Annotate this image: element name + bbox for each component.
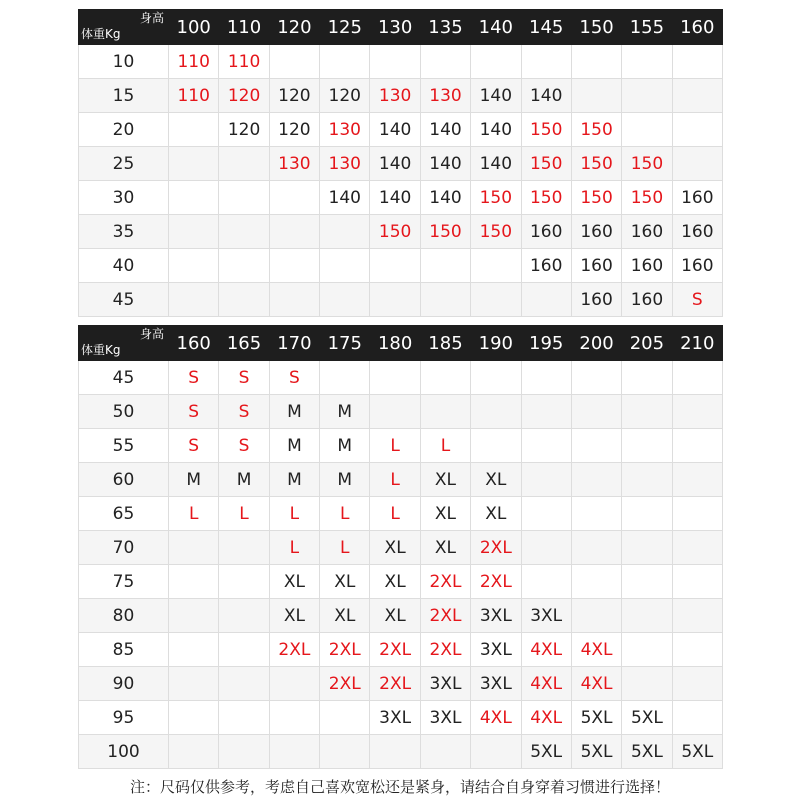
size-cell bbox=[672, 147, 722, 181]
size-cell bbox=[219, 147, 269, 181]
height-column-header: 160 bbox=[169, 326, 219, 361]
size-cell bbox=[370, 283, 420, 317]
size-cell: XL bbox=[370, 531, 420, 565]
size-cell: S bbox=[672, 283, 722, 317]
size-cell bbox=[219, 633, 269, 667]
size-cell: 2XL bbox=[471, 531, 521, 565]
size-table-2 bbox=[78, 325, 723, 769]
size-cell: XL bbox=[320, 565, 370, 599]
size-cell: 2XL bbox=[370, 667, 420, 701]
size-cell: 160 bbox=[622, 283, 672, 317]
size-cell bbox=[471, 395, 521, 429]
size-cell bbox=[169, 667, 219, 701]
size-cell bbox=[420, 735, 470, 769]
size-cell: S bbox=[269, 361, 319, 395]
size-cell bbox=[571, 599, 621, 633]
size-cell: 140 bbox=[370, 113, 420, 147]
size-cell bbox=[420, 283, 470, 317]
size-cell bbox=[269, 667, 319, 701]
size-cell bbox=[571, 565, 621, 599]
size-cell: 110 bbox=[219, 45, 269, 79]
size-cell bbox=[471, 249, 521, 283]
weight-cell: 10 bbox=[79, 45, 169, 79]
size-cell: 130 bbox=[269, 147, 319, 181]
size-cell bbox=[622, 361, 672, 395]
weight-cell: 60 bbox=[79, 463, 169, 497]
size-cell: L bbox=[320, 531, 370, 565]
size-cell: 130 bbox=[320, 113, 370, 147]
height-column-header: 135 bbox=[420, 10, 470, 45]
size-cell bbox=[622, 497, 672, 531]
size-cell: 2XL bbox=[420, 599, 470, 633]
size-cell: 140 bbox=[471, 147, 521, 181]
size-cell: 3XL bbox=[521, 599, 571, 633]
size-cell: 150 bbox=[622, 147, 672, 181]
size-cell bbox=[320, 215, 370, 249]
size-cell bbox=[420, 395, 470, 429]
size-cell bbox=[169, 701, 219, 735]
size-cell: L bbox=[320, 497, 370, 531]
size-cell bbox=[672, 429, 722, 463]
size-cell: 5XL bbox=[622, 735, 672, 769]
size-cell bbox=[320, 249, 370, 283]
size-cell: 5XL bbox=[571, 701, 621, 735]
size-cell bbox=[320, 361, 370, 395]
size-cell bbox=[169, 113, 219, 147]
weight-cell: 25 bbox=[79, 147, 169, 181]
size-cell bbox=[219, 735, 269, 769]
size-cell: L bbox=[370, 429, 420, 463]
size-cell bbox=[521, 497, 571, 531]
size-cell bbox=[521, 361, 571, 395]
size-cell: 150 bbox=[571, 113, 621, 147]
height-column-header: 140 bbox=[471, 10, 521, 45]
size-cell: M bbox=[320, 395, 370, 429]
size-cell bbox=[521, 429, 571, 463]
table-row bbox=[79, 735, 723, 769]
size-cell bbox=[672, 497, 722, 531]
weight-axis-label: 体重Kg bbox=[81, 343, 121, 357]
size-cell bbox=[571, 79, 621, 113]
size-cell: 160 bbox=[622, 249, 672, 283]
size-cell: 3XL bbox=[370, 701, 420, 735]
size-cell: XL bbox=[471, 463, 521, 497]
size-cell: L bbox=[269, 497, 319, 531]
height-header-row bbox=[79, 326, 723, 361]
size-cell: L bbox=[269, 531, 319, 565]
weight-cell: 80 bbox=[79, 599, 169, 633]
size-cell bbox=[219, 667, 269, 701]
size-cell bbox=[320, 45, 370, 79]
size-cell: 160 bbox=[622, 215, 672, 249]
table-row bbox=[79, 463, 723, 497]
size-cell: 5XL bbox=[672, 735, 722, 769]
size-cell: XL bbox=[471, 497, 521, 531]
table-row bbox=[79, 113, 723, 147]
height-column-header: 210 bbox=[672, 326, 722, 361]
height-column-header: 190 bbox=[471, 326, 521, 361]
size-cell: M bbox=[219, 463, 269, 497]
size-cell bbox=[370, 361, 420, 395]
size-cell bbox=[370, 735, 420, 769]
size-cell bbox=[219, 215, 269, 249]
size-cell: XL bbox=[420, 497, 470, 531]
size-cell: L bbox=[219, 497, 269, 531]
table-row bbox=[79, 429, 723, 463]
size-cell bbox=[269, 249, 319, 283]
size-cell bbox=[169, 599, 219, 633]
size-cell bbox=[169, 565, 219, 599]
table-row bbox=[79, 361, 723, 395]
size-cell: XL bbox=[420, 463, 470, 497]
size-cell: 150 bbox=[521, 113, 571, 147]
table-row bbox=[79, 633, 723, 667]
height-column-header: 130 bbox=[370, 10, 420, 45]
size-cell bbox=[672, 395, 722, 429]
corner-header bbox=[79, 10, 169, 45]
size-cell bbox=[672, 701, 722, 735]
size-cell: 140 bbox=[420, 181, 470, 215]
height-column-header: 170 bbox=[269, 326, 319, 361]
size-cell: 140 bbox=[370, 147, 420, 181]
size-cell: M bbox=[269, 395, 319, 429]
size-cell: XL bbox=[269, 599, 319, 633]
weight-cell: 35 bbox=[79, 215, 169, 249]
table-row bbox=[79, 599, 723, 633]
size-cell bbox=[672, 463, 722, 497]
table-row bbox=[79, 701, 723, 735]
size-cell bbox=[521, 531, 571, 565]
size-cell bbox=[169, 249, 219, 283]
size-cell bbox=[471, 361, 521, 395]
size-cell bbox=[269, 735, 319, 769]
size-cell bbox=[219, 565, 269, 599]
size-cell bbox=[169, 633, 219, 667]
size-cell bbox=[269, 181, 319, 215]
size-cell bbox=[672, 599, 722, 633]
size-cell bbox=[420, 249, 470, 283]
size-cell: 160 bbox=[672, 249, 722, 283]
weight-cell: 40 bbox=[79, 249, 169, 283]
weight-cell: 70 bbox=[79, 531, 169, 565]
size-cell: 2XL bbox=[269, 633, 319, 667]
size-cell: S bbox=[169, 395, 219, 429]
size-cell: 120 bbox=[219, 113, 269, 147]
size-cell: M bbox=[169, 463, 219, 497]
size-cell: S bbox=[169, 429, 219, 463]
size-cell: 2XL bbox=[420, 565, 470, 599]
size-cell: 130 bbox=[370, 79, 420, 113]
weight-cell: 15 bbox=[79, 79, 169, 113]
size-cell bbox=[219, 599, 269, 633]
size-cell: 160 bbox=[672, 215, 722, 249]
size-cell bbox=[622, 79, 672, 113]
height-column-header: 150 bbox=[571, 10, 621, 45]
size-cell: M bbox=[269, 463, 319, 497]
weight-cell: 95 bbox=[79, 701, 169, 735]
size-cell: 110 bbox=[169, 79, 219, 113]
weight-cell: 55 bbox=[79, 429, 169, 463]
size-cell: 120 bbox=[269, 113, 319, 147]
size-cell bbox=[169, 531, 219, 565]
size-cell bbox=[169, 283, 219, 317]
size-cell bbox=[622, 463, 672, 497]
height-column-header: 165 bbox=[219, 326, 269, 361]
weight-cell: 50 bbox=[79, 395, 169, 429]
size-cell: 2XL bbox=[370, 633, 420, 667]
size-cell bbox=[219, 283, 269, 317]
size-cell bbox=[219, 181, 269, 215]
size-cell bbox=[370, 249, 420, 283]
height-column-header: 145 bbox=[521, 10, 571, 45]
size-cell bbox=[622, 395, 672, 429]
size-cell: 140 bbox=[521, 79, 571, 113]
size-cell bbox=[571, 429, 621, 463]
size-cell: 5XL bbox=[622, 701, 672, 735]
size-cell: M bbox=[320, 429, 370, 463]
table-row bbox=[79, 45, 723, 79]
size-cell: 150 bbox=[571, 181, 621, 215]
table-row bbox=[79, 215, 723, 249]
size-table-1 bbox=[78, 9, 723, 317]
size-cell: L bbox=[420, 429, 470, 463]
weight-cell: 100 bbox=[79, 735, 169, 769]
table-row bbox=[79, 79, 723, 113]
size-cell: 160 bbox=[672, 181, 722, 215]
size-cell bbox=[521, 395, 571, 429]
height-column-header: 110 bbox=[219, 10, 269, 45]
size-cell bbox=[571, 463, 621, 497]
height-column-header: 120 bbox=[269, 10, 319, 45]
size-cell: L bbox=[169, 497, 219, 531]
size-cell: 3XL bbox=[471, 667, 521, 701]
size-cell bbox=[622, 531, 672, 565]
size-cell: 140 bbox=[420, 147, 470, 181]
size-cell bbox=[521, 45, 571, 79]
size-cell: XL bbox=[370, 599, 420, 633]
height-column-header: 200 bbox=[571, 326, 621, 361]
size-cell: 130 bbox=[320, 147, 370, 181]
size-cell bbox=[219, 701, 269, 735]
size-cell: 150 bbox=[622, 181, 672, 215]
size-cell: 120 bbox=[269, 79, 319, 113]
height-column-header: 185 bbox=[420, 326, 470, 361]
size-cell: 2XL bbox=[320, 667, 370, 701]
table-row bbox=[79, 395, 723, 429]
size-cell bbox=[219, 531, 269, 565]
size-cell bbox=[320, 735, 370, 769]
size-cell: S bbox=[219, 395, 269, 429]
size-cell bbox=[420, 45, 470, 79]
size-cell: 2XL bbox=[320, 633, 370, 667]
size-cell bbox=[269, 283, 319, 317]
size-cell bbox=[622, 633, 672, 667]
height-column-header: 195 bbox=[521, 326, 571, 361]
size-cell bbox=[370, 395, 420, 429]
size-cell bbox=[672, 361, 722, 395]
size-cell: 150 bbox=[521, 181, 571, 215]
size-cell bbox=[571, 531, 621, 565]
size-cell bbox=[622, 599, 672, 633]
size-cell: 160 bbox=[521, 249, 571, 283]
height-axis-label: 身高 bbox=[139, 327, 164, 341]
table-row bbox=[79, 497, 723, 531]
size-cell bbox=[320, 701, 370, 735]
size-cell bbox=[521, 565, 571, 599]
size-cell bbox=[622, 113, 672, 147]
size-cell bbox=[471, 45, 521, 79]
size-cell: S bbox=[219, 361, 269, 395]
size-cell bbox=[471, 429, 521, 463]
size-cell: 160 bbox=[571, 215, 621, 249]
size-cell bbox=[672, 113, 722, 147]
size-cell bbox=[571, 361, 621, 395]
height-column-header: 175 bbox=[320, 326, 370, 361]
size-cell bbox=[169, 215, 219, 249]
table-row bbox=[79, 249, 723, 283]
size-cell bbox=[571, 497, 621, 531]
size-cell: 150 bbox=[471, 181, 521, 215]
size-cell: 3XL bbox=[420, 667, 470, 701]
size-cell: 160 bbox=[521, 215, 571, 249]
height-column-header: 155 bbox=[622, 10, 672, 45]
size-cell: 140 bbox=[320, 181, 370, 215]
size-cell bbox=[219, 249, 269, 283]
size-cell bbox=[420, 361, 470, 395]
size-cell: 5XL bbox=[521, 735, 571, 769]
size-cell bbox=[169, 181, 219, 215]
table-row bbox=[79, 531, 723, 565]
weight-axis-label: 体重Kg bbox=[81, 27, 121, 41]
size-cell: 4XL bbox=[521, 667, 571, 701]
weight-cell: 65 bbox=[79, 497, 169, 531]
size-cell bbox=[571, 395, 621, 429]
size-cell: 150 bbox=[571, 147, 621, 181]
size-cell: 110 bbox=[169, 45, 219, 79]
size-cell: 2XL bbox=[471, 565, 521, 599]
size-cell: 160 bbox=[571, 283, 621, 317]
height-column-header: 180 bbox=[370, 326, 420, 361]
size-cell bbox=[622, 429, 672, 463]
size-cell: XL bbox=[269, 565, 319, 599]
weight-cell: 20 bbox=[79, 113, 169, 147]
size-cell bbox=[622, 565, 672, 599]
size-cell: 2XL bbox=[420, 633, 470, 667]
size-cell: 160 bbox=[571, 249, 621, 283]
size-cell bbox=[320, 283, 370, 317]
table-row bbox=[79, 565, 723, 599]
size-cell: S bbox=[169, 361, 219, 395]
size-cell bbox=[370, 45, 420, 79]
size-cell bbox=[269, 701, 319, 735]
size-cell: 140 bbox=[370, 181, 420, 215]
size-cell: 3XL bbox=[420, 701, 470, 735]
size-cell: M bbox=[320, 463, 370, 497]
size-cell: 3XL bbox=[471, 599, 521, 633]
height-axis-label: 身高 bbox=[139, 11, 164, 25]
size-cell bbox=[269, 45, 319, 79]
size-cell bbox=[672, 45, 722, 79]
size-cell: 5XL bbox=[571, 735, 621, 769]
size-cell bbox=[672, 565, 722, 599]
size-cell bbox=[622, 667, 672, 701]
size-note: 注：尺码仅供参考，考虑自己喜欢宽松还是紧身，请结合自身穿着习惯进行选择！ bbox=[129, 778, 670, 796]
size-cell: L bbox=[370, 463, 420, 497]
size-cell bbox=[521, 463, 571, 497]
size-cell bbox=[169, 147, 219, 181]
table-row bbox=[79, 667, 723, 701]
size-cell bbox=[521, 283, 571, 317]
height-column-header: 160 bbox=[672, 10, 722, 45]
size-cell bbox=[471, 283, 521, 317]
size-cell: 3XL bbox=[471, 633, 521, 667]
size-cell: 150 bbox=[420, 215, 470, 249]
size-cell bbox=[622, 45, 672, 79]
height-column-header: 100 bbox=[169, 10, 219, 45]
size-cell: 4XL bbox=[521, 701, 571, 735]
table-row bbox=[79, 283, 723, 317]
size-cell: 4XL bbox=[471, 701, 521, 735]
size-cell: 120 bbox=[219, 79, 269, 113]
size-cell: 4XL bbox=[571, 667, 621, 701]
height-column-header: 205 bbox=[622, 326, 672, 361]
height-header-row bbox=[79, 10, 723, 45]
size-cell: M bbox=[269, 429, 319, 463]
size-cell: XL bbox=[320, 599, 370, 633]
size-cell: 140 bbox=[471, 113, 521, 147]
size-cell bbox=[471, 735, 521, 769]
size-cell: L bbox=[370, 497, 420, 531]
size-cell: 150 bbox=[471, 215, 521, 249]
weight-cell: 75 bbox=[79, 565, 169, 599]
size-cell: 4XL bbox=[521, 633, 571, 667]
size-cell: 4XL bbox=[571, 633, 621, 667]
size-cell bbox=[571, 45, 621, 79]
size-cell: 150 bbox=[521, 147, 571, 181]
weight-cell: 30 bbox=[79, 181, 169, 215]
table-row bbox=[79, 147, 723, 181]
size-cell: S bbox=[219, 429, 269, 463]
size-cell bbox=[672, 79, 722, 113]
corner-header bbox=[79, 326, 169, 361]
size-cell: 140 bbox=[420, 113, 470, 147]
size-cell bbox=[672, 667, 722, 701]
weight-cell: 85 bbox=[79, 633, 169, 667]
weight-cell: 45 bbox=[79, 283, 169, 317]
size-cell: 120 bbox=[320, 79, 370, 113]
size-cell: XL bbox=[420, 531, 470, 565]
weight-cell: 90 bbox=[79, 667, 169, 701]
size-cell: XL bbox=[370, 565, 420, 599]
size-cell bbox=[672, 531, 722, 565]
size-cell bbox=[169, 735, 219, 769]
height-column-header: 125 bbox=[320, 10, 370, 45]
table-row bbox=[79, 181, 723, 215]
size-cell bbox=[269, 215, 319, 249]
weight-cell: 45 bbox=[79, 361, 169, 395]
size-cell: 130 bbox=[420, 79, 470, 113]
size-cell: 140 bbox=[471, 79, 521, 113]
size-cell bbox=[672, 633, 722, 667]
size-cell: 150 bbox=[370, 215, 420, 249]
